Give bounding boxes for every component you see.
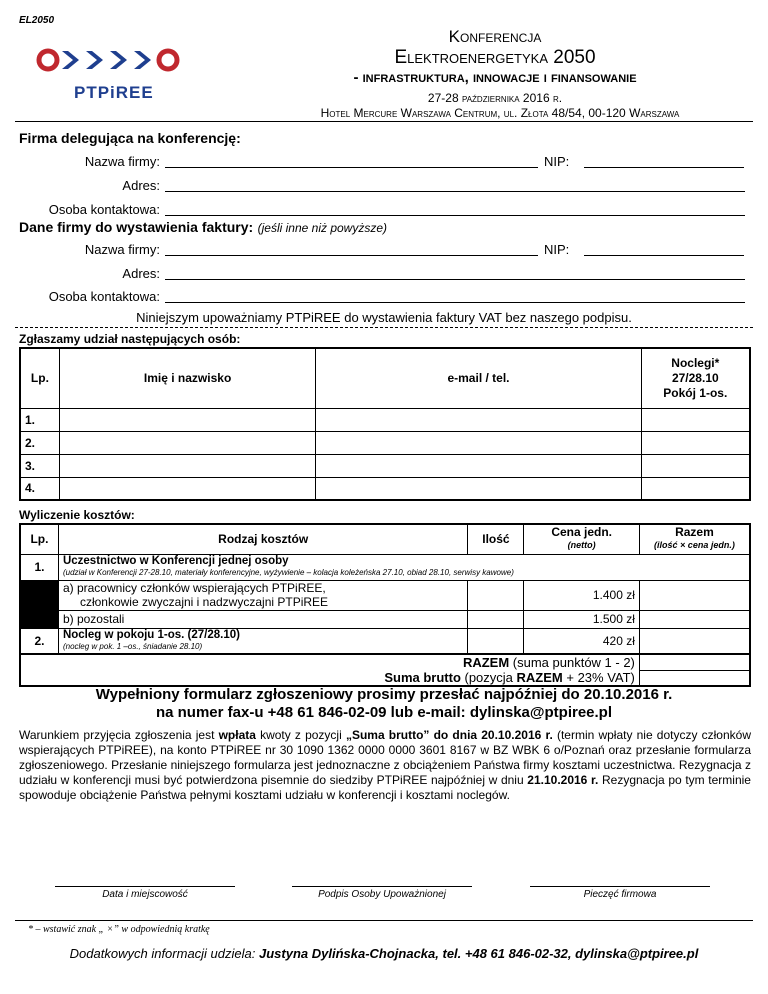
cost-item1b-qty[interactable] bbox=[468, 610, 524, 628]
stamp-label: Pieczęć firmowa bbox=[583, 889, 657, 900]
cost-item2-lp: 2. bbox=[20, 628, 58, 654]
table-row bbox=[20, 580, 750, 610]
costs-col-qty: Ilość bbox=[468, 524, 524, 554]
cost-item1-lp: 1. bbox=[20, 554, 58, 580]
table-row bbox=[20, 477, 750, 500]
invoice-section bbox=[19, 219, 387, 237]
costs-col-lp: Lp. bbox=[20, 524, 58, 554]
terms-b3: 21.10.2016 r. bbox=[527, 773, 599, 787]
cost-item2-qty[interactable] bbox=[468, 628, 524, 654]
participants-col-lodging bbox=[641, 348, 750, 408]
cost-item1-title: Uczestnictwo w Konferencji jednej osoby bbox=[62, 555, 289, 567]
costs-table bbox=[19, 523, 751, 687]
footer-contact-details: Justyna Dylińska-Chojnacka, tel. +48 61 846-02-32, dylinska@ptpiree.pl bbox=[258, 946, 699, 961]
invoice-contact-label: Osoba kontaktowa: bbox=[48, 289, 160, 304]
suma-end: + 23% VAT) bbox=[562, 670, 635, 685]
header-line-1: Konferencja bbox=[448, 27, 542, 46]
send-instruction bbox=[0, 686, 768, 722]
cost-item1a-line1: a) pracownicy członków wspierających PTPiREE, bbox=[62, 581, 326, 595]
terms-p1: Warunkiem przyjęcia zgłoszenia jest bbox=[19, 728, 219, 742]
invoice-address-label: Adres: bbox=[122, 266, 160, 281]
participant-lp: 3. bbox=[20, 454, 59, 477]
total-header: Razem bbox=[675, 525, 714, 540]
cost-item2-price: 420 zł bbox=[524, 628, 639, 654]
razem-rest: (suma punktów 1 - 2) bbox=[509, 655, 635, 670]
table-row bbox=[20, 654, 750, 670]
cost-item1a-price: 1.400 zł bbox=[524, 580, 639, 610]
logo-text: PTPiREE bbox=[74, 83, 154, 102]
delegating-address-label: Adres: bbox=[122, 178, 160, 193]
table-row bbox=[20, 454, 750, 477]
lodging-header-2: 27/28.10 bbox=[671, 370, 719, 385]
price-header: Cena jedn. bbox=[551, 525, 613, 540]
costs-col-total bbox=[639, 524, 750, 554]
header-subtitle: - infrastruktura, innowacje i finansowanie bbox=[353, 69, 637, 86]
suma-brutto-label bbox=[20, 670, 639, 686]
signature-label: Podpis Osoby Upoważnionej bbox=[318, 889, 446, 900]
document-code: EL2050 bbox=[19, 15, 55, 26]
participant-name-cell[interactable] bbox=[59, 454, 316, 477]
cost-item1a-line2: członkowie zwyczajni i nadzwyczajni PTPiREE bbox=[79, 595, 329, 609]
cost-item2-total[interactable] bbox=[639, 628, 750, 654]
costs-title: Wyliczenie kosztów: bbox=[19, 508, 135, 522]
participant-lodging-cell[interactable] bbox=[641, 431, 750, 454]
date-place-label: Data i miejscowość bbox=[102, 889, 188, 900]
invoice-section-title: Dane firmy do wystawienia faktury: bbox=[19, 219, 254, 235]
razem-bold: RAZEM bbox=[462, 655, 510, 670]
invoice-contact-field[interactable] bbox=[165, 302, 745, 303]
header-venue: Hotel Mercure Warszawa Centrum, ul. Złota 48/54, 00-120 Warszawa bbox=[320, 106, 680, 120]
costs-col-price bbox=[524, 524, 639, 554]
table-row bbox=[20, 408, 750, 431]
razem-label bbox=[20, 654, 639, 670]
cost-item1a-blank bbox=[20, 580, 58, 610]
participant-lodging-cell[interactable] bbox=[641, 454, 750, 477]
cost-item2-note: (nocleg w pok. 1 –os., śniadanie 28.10) bbox=[62, 641, 203, 651]
cost-item1a-desc bbox=[58, 580, 467, 610]
terms-p3: (termin wpłaty nie dotyczy członków wspierających PTPiREE), na konto PTPiREE nr 30 1090 1362 0000 0000 3601 8167 w BZ WBK 6 o/Poznań oraz przesłanie formularza zgłoszeniowego. Przesłanie niniejszego formularza jest jednoznaczne z obciążeniem Państwa firmy kosztami uczestnictwa. Rezygnacja z udziału w konferencji musi być potwierdzona pisemnie do siedziby PTPiREE najpóźniej w dniu bbox=[19, 728, 751, 787]
cost-item1b-total[interactable] bbox=[639, 610, 750, 628]
cost-item1b-price: 1.500 zł bbox=[524, 610, 639, 628]
participant-lp: 4. bbox=[20, 477, 59, 500]
participant-lp: 2. bbox=[20, 431, 59, 454]
stamp-line[interactable] bbox=[530, 886, 710, 887]
invoice-address-field[interactable] bbox=[165, 279, 745, 280]
total-header-sub: (ilość × cena jedn.) bbox=[654, 540, 735, 551]
participant-email-cell[interactable] bbox=[316, 477, 641, 500]
signature-line[interactable] bbox=[292, 886, 472, 887]
participant-email-cell[interactable] bbox=[316, 454, 641, 477]
table-row bbox=[20, 670, 750, 686]
header-date: 27-28 października 2016 r. bbox=[427, 91, 563, 105]
send-line-1: Wypełniony formularz zgłoszeniowy prosimy przesłać najpóźniej do 20.10.2016 r. bbox=[95, 686, 673, 703]
participants-table bbox=[19, 347, 751, 501]
footer-contact bbox=[0, 946, 768, 961]
participant-lodging-cell[interactable] bbox=[641, 477, 750, 500]
participant-email-cell[interactable] bbox=[316, 408, 641, 431]
delegating-company-label: Nazwa firmy: bbox=[84, 154, 160, 169]
lodging-header-1: Noclegi* bbox=[671, 355, 720, 370]
participant-name-cell[interactable] bbox=[59, 408, 316, 431]
date-place-line[interactable] bbox=[55, 886, 235, 887]
cost-item1b-desc: b) pozostali bbox=[58, 610, 467, 628]
send-line-2: na numer fax-u +48 61 846-02-09 lub e-mail: dylinska@ptpiree.pl bbox=[155, 704, 613, 721]
suma-bold2: RAZEM bbox=[516, 670, 563, 685]
delegating-company-field[interactable] bbox=[165, 167, 538, 168]
delegating-contact-field[interactable] bbox=[165, 215, 745, 216]
price-header-sub: (netto) bbox=[567, 540, 596, 551]
terms-b1: wpłata bbox=[218, 728, 256, 742]
table-row bbox=[20, 554, 750, 580]
cost-item1b-blank bbox=[20, 610, 58, 628]
invoice-authorization: Niniejszym upoważniamy PTPiREE do wystawienia faktury VAT bez naszego podpisu. bbox=[136, 310, 632, 325]
delegating-contact-label: Osoba kontaktowa: bbox=[48, 202, 160, 217]
lodging-header-3: Pokój 1-os. bbox=[663, 385, 728, 400]
participants-col-lp: Lp. bbox=[20, 348, 59, 408]
invoice-company-field[interactable] bbox=[165, 255, 538, 256]
invoice-nip-field[interactable] bbox=[584, 255, 744, 256]
dashed-divider bbox=[15, 327, 753, 328]
delegating-section-title: Firma delegująca na konferencję: bbox=[19, 130, 241, 146]
cost-item1a-total[interactable] bbox=[639, 580, 750, 610]
invoice-section-note: (jeśli inne niż powyższe) bbox=[257, 221, 388, 235]
footnote-divider bbox=[15, 920, 753, 921]
cost-item1-note: (udział w Konferencji 27-28.10, materiały konferencyjne, wyżywienie – kolacja koleżeńska 27.10, obiad 28.10, serwisy kawowe) bbox=[62, 568, 514, 577]
participant-lp: 1. bbox=[20, 408, 59, 431]
header-divider bbox=[15, 121, 753, 122]
terms-p2: kwoty z pozycji bbox=[255, 728, 346, 742]
cost-item2-title: Nocleg w pokoju 1-os. (27/28.10) bbox=[62, 628, 240, 641]
cost-item1a-qty[interactable] bbox=[468, 580, 524, 610]
terms-paragraph bbox=[19, 728, 751, 803]
footer-prefix: Dodatkowych informacji udziela: bbox=[69, 946, 259, 961]
terms-p4: Rezygnacja po tym terminie spowoduje obciążenie Państwa pełnymi kosztami udziału w konferencji i kosztami noclegów. bbox=[19, 773, 751, 802]
suma-mid: (pozycja bbox=[460, 670, 517, 685]
table-row bbox=[20, 628, 750, 654]
invoice-nip-label: NIP: bbox=[544, 242, 570, 257]
participant-name-cell[interactable] bbox=[59, 431, 316, 454]
razem-value[interactable] bbox=[639, 654, 750, 670]
participants-title: Zgłaszamy udział następujących osób: bbox=[19, 332, 241, 346]
header-conference-title: Elektroenergetyka 2050 bbox=[394, 47, 596, 68]
suma-bold: Suma brutto bbox=[384, 670, 461, 685]
delegating-nip-label: NIP: bbox=[544, 154, 570, 169]
table-row bbox=[20, 431, 750, 454]
delegating-address-field[interactable] bbox=[165, 191, 745, 192]
terms-b2: „Suma brutto” do dnia 20.10.2016 r. bbox=[345, 728, 553, 742]
delegating-nip-field[interactable] bbox=[584, 167, 744, 168]
cost-item2-desc bbox=[58, 628, 467, 654]
participants-col-name: Imię i nazwisko bbox=[59, 348, 316, 408]
invoice-company-label: Nazwa firmy: bbox=[84, 242, 160, 257]
footnote: * – wstawić znak „ ×” w odpowiednią kratkę bbox=[28, 924, 210, 935]
suma-brutto-value[interactable] bbox=[639, 670, 750, 686]
cost-item1-desc bbox=[58, 554, 750, 580]
costs-col-type: Rodzaj kosztów bbox=[58, 524, 467, 554]
participants-col-email: e-mail / tel. bbox=[316, 348, 641, 408]
participant-name-cell[interactable] bbox=[59, 477, 316, 500]
participant-lodging-cell[interactable] bbox=[641, 408, 750, 431]
table-row bbox=[20, 610, 750, 628]
participant-email-cell[interactable] bbox=[316, 431, 641, 454]
